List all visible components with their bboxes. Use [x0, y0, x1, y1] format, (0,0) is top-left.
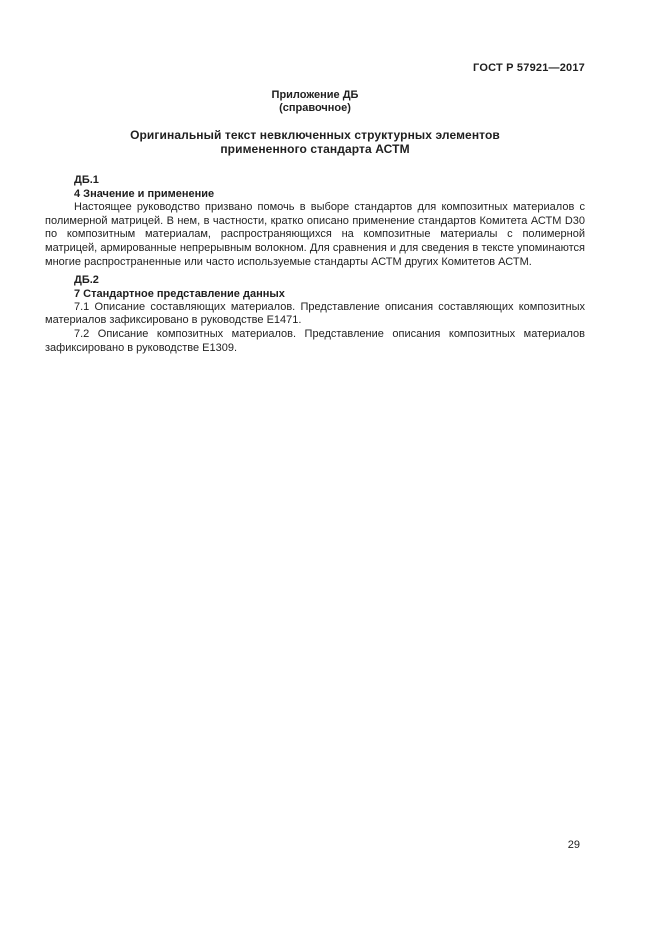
appendix-label: Приложение ДБ [271, 89, 359, 101]
section-db2 [45, 273, 585, 356]
section-db2-paragraph-7-2: 7.2 Описание композитных материалов. Представление описания композитных материалов зафиксировано в руководстве Е1309. [45, 327, 585, 354]
section-db2-paragraph-7-1: 7.1 Описание составляющих материалов. Представление описания составляющих композитных материалов зафиксировано в руководстве Е1471. [45, 300, 585, 327]
appendix-type: (справочное) [279, 102, 351, 114]
appendix-title-line2: примененного стандарта АСТМ [220, 142, 410, 156]
appendix-title-line1: Оригинальный текст невключенных структурных элементов [130, 128, 500, 142]
section-db1-heading: 4 Значение и применение [74, 188, 215, 200]
page-content [45, 89, 585, 355]
section-db2-heading: 7 Стандартное представление данных [74, 287, 285, 300]
section-db1-paragraph: Настоящее руководство призвано помочь в выборе стандартов для композитных материалов с полимерной матрицей. В нем, в частности, кратко описано применение стандартов Комитета АСТМ D30 по композитным материалам, распространяющихся на композитные материалы с полимерной матрицей, армированные непрерывным волокном. Для сравнения и для сведения в тексте упоминаются многие распространенные или часто используемые стандарты АСТМ других Комитетов АСТМ. [45, 201, 585, 268]
page-number: 29 [567, 839, 580, 851]
section-db2-id: ДБ.2 [74, 273, 99, 286]
appendix-title [45, 128, 585, 156]
running-header-standard-number: ГОСТ Р 57921—2017 [473, 62, 585, 74]
section-db1-id: ДБ.1 [74, 174, 99, 186]
section-db1 [45, 173, 585, 270]
